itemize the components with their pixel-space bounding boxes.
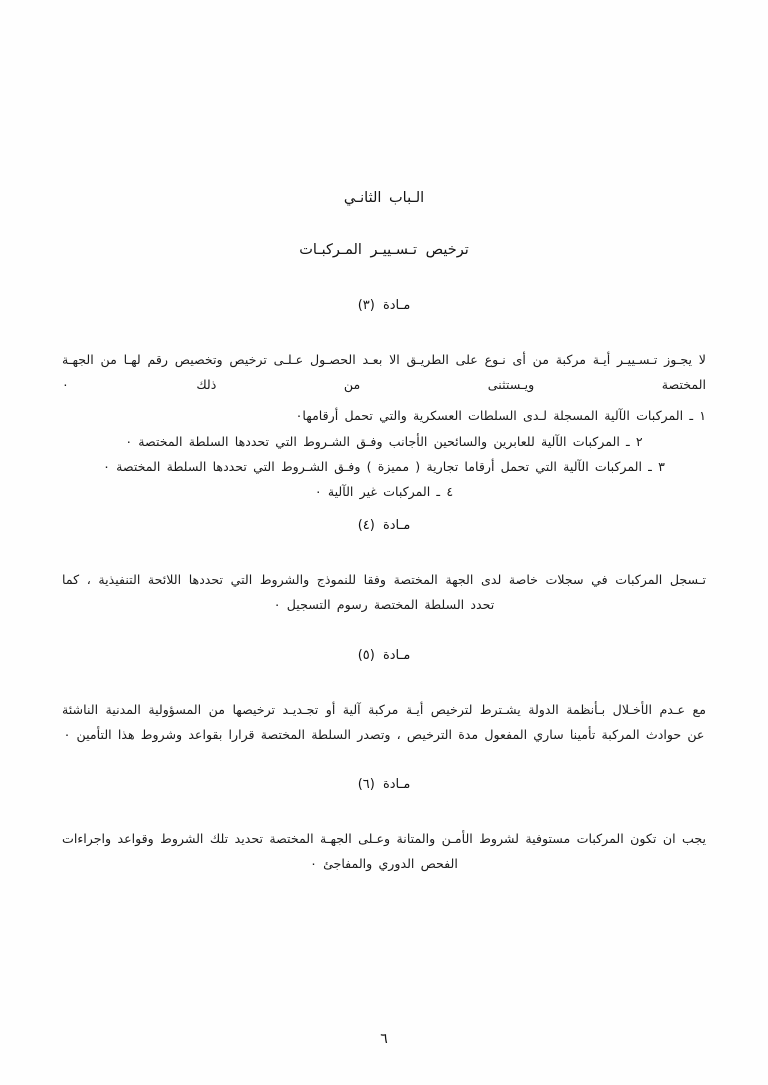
list-item: ١ ـ المركبات الآلية المسجلة لـدى السلطات العسكرية والتي تحمل أرقامها٠ [295, 408, 706, 424]
list-item: ٤ ـ المركبات غير الآلية ٠ [314, 483, 454, 499]
article-3-list [62, 403, 706, 504]
article-3-heading: مـادة (٣) [357, 298, 411, 313]
article-5-paragraph: مع عـدم الأخـلال بـأنظمة الدولة يشـترط لترخيص أيـة مركبة آلية أو تجـديـد ترخيصها من المسؤولية المدنية الناشئة عن حوادث المركبة تأمينا ساري المفعول مدة الترخيص ، وتصدر السلطة المختصة قرارا بقواعد وشروط هذا التأمين ٠ [62, 701, 706, 742]
chapter-title: الـباب الثانـي [343, 190, 425, 206]
list-item: ٣ ـ المركبات الآلية التي تحمل أرقاما تجارية ( مميزة ) وفـق الشـروط التي تحددها السلطة المختصة ٠ [103, 458, 665, 474]
article-3-paragraph: لا يجـوز تـسـييـر أيـة مركبة من أى نـوع على الطريـق الا بعـد الحصـول عـلـى ترخيص وتخصيص رقم لهـا من الجهـة المختصة ويـستثنى من ذلك ٠ [62, 352, 706, 393]
article-5-heading: مـادة (٥) [357, 647, 411, 663]
article-6-paragraph: يجب ان تكون المركبات مستوفية لشروط الأمـن والمتانة وعـلى الجهـة المختصة تحديد تلك الشروط وقواعد واجراءات الفحص الدوري والمفاجئ ٠ [62, 830, 706, 872]
article-4-paragraph: تـسجل المركبات في سجلات خاصة لدى الجهة المختصة وفقا للنموذج والشروط التي تحددها اللائحة التنفيذية ، كما تحدد السلطة المختصة رسوم التسجيل ٠ [62, 572, 706, 613]
article-6 [62, 777, 706, 876]
article-3 [62, 298, 706, 504]
article-5 [62, 648, 706, 747]
article-6-heading: مـادة (٦) [357, 776, 411, 792]
article-4-heading: مـادة (٤) [357, 518, 411, 534]
document-content [62, 190, 706, 906]
list-item: ٢ ـ المركبات الآلية للعابرين والسائحين الأجانب وفـق الشـروط التي تحددها السلطة المختصة ٠ [125, 433, 643, 449]
article-4 [62, 518, 706, 617]
page-number: ٦ [380, 1031, 388, 1047]
spacer [62, 504, 706, 518]
section-title: ترخيص تـسـييـر المـركبـات [299, 242, 469, 258]
